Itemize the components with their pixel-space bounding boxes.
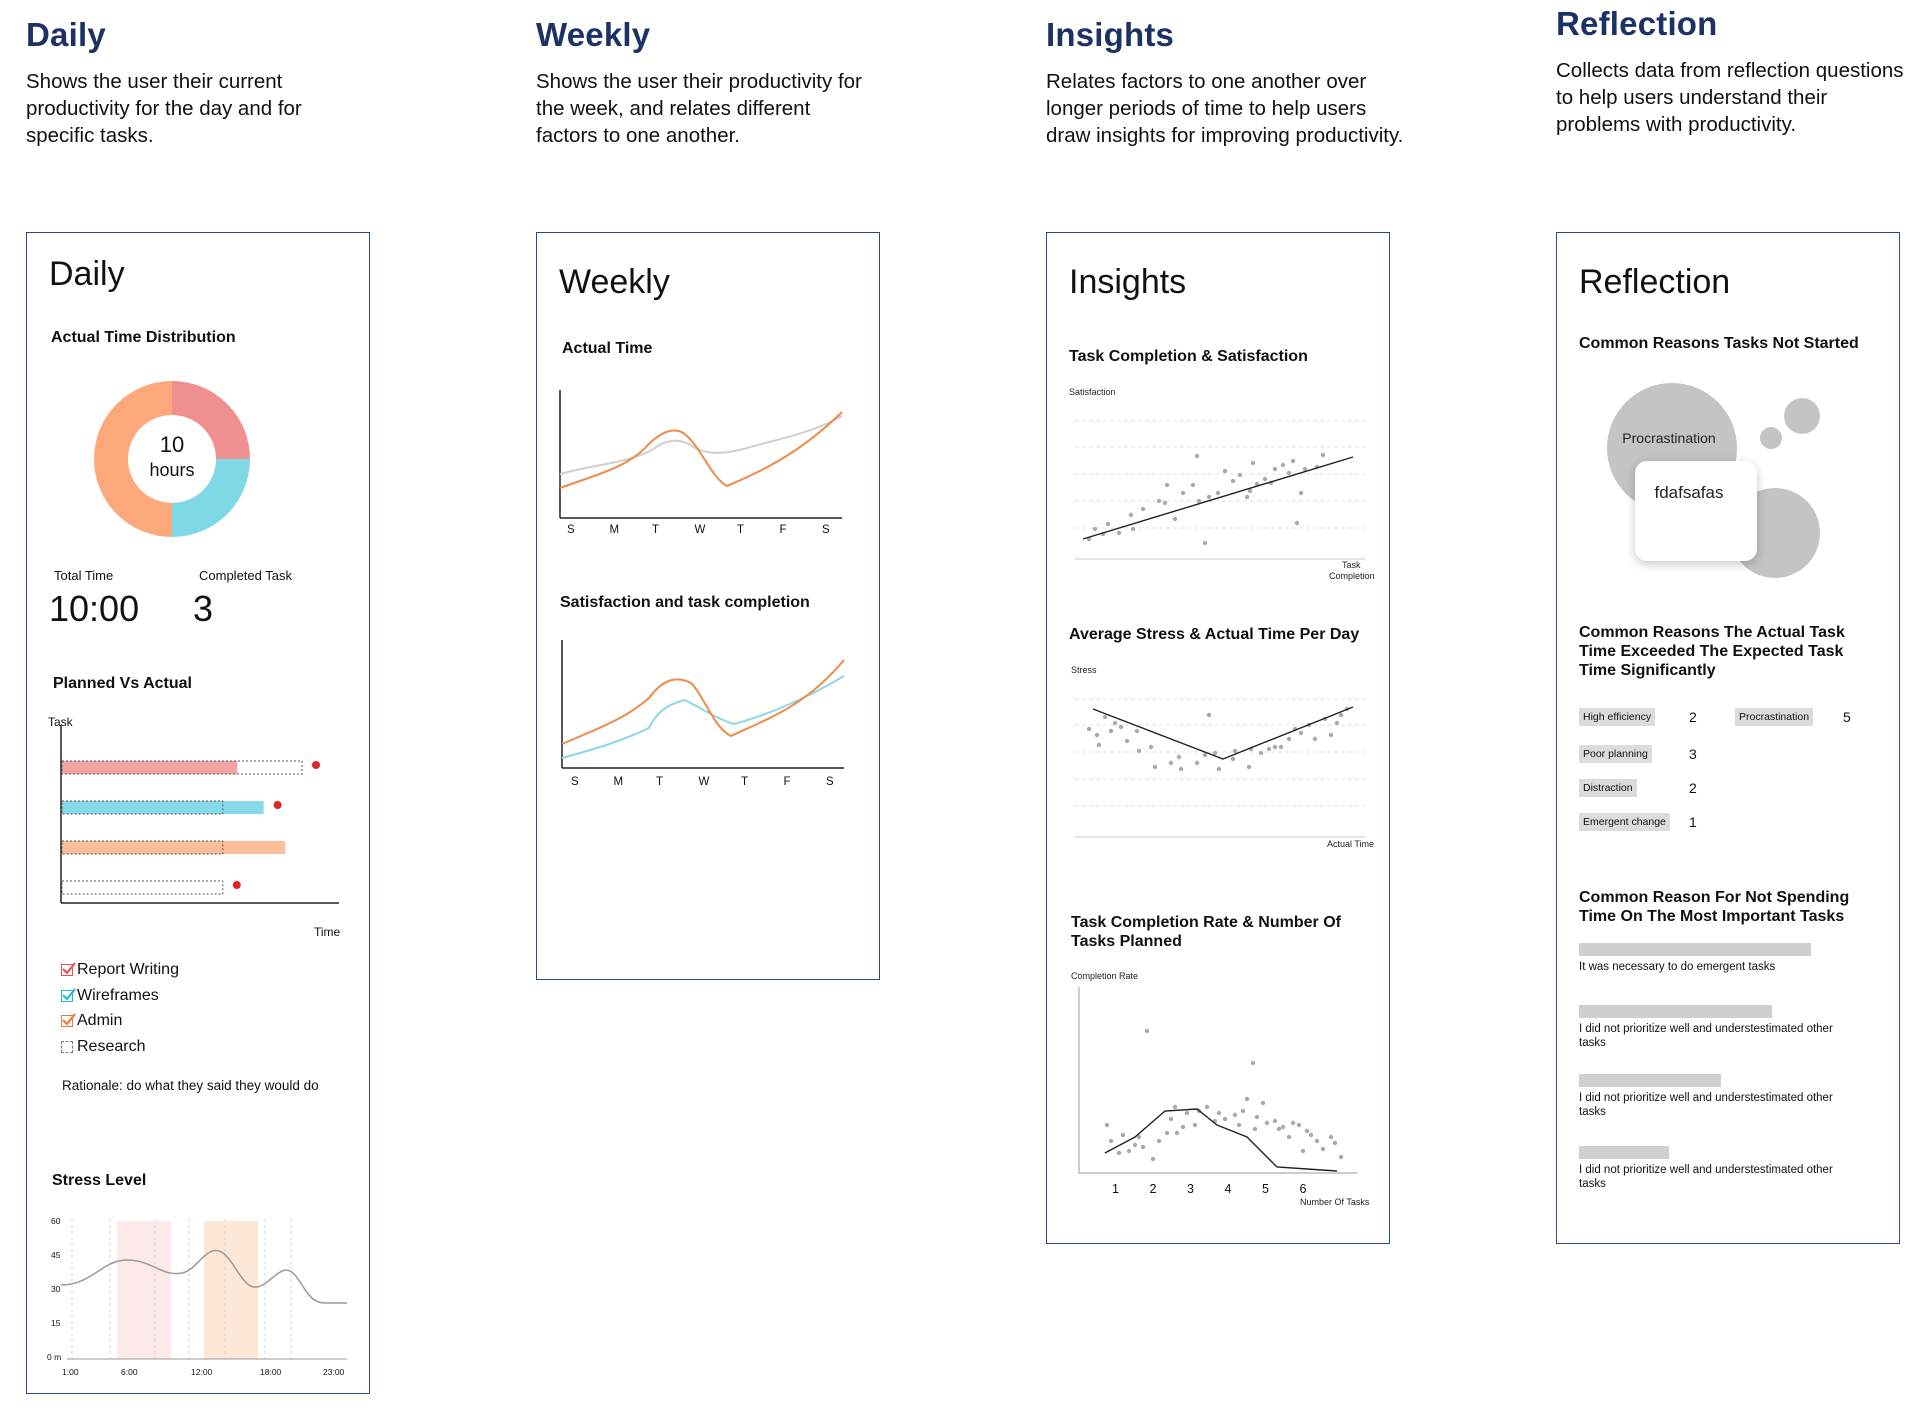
data-point [1265,1121,1269,1125]
intro-title: Insights [1046,16,1175,53]
weekday-label: S [567,524,575,536]
data-point [1231,757,1235,761]
completion-rate-scatter [1067,985,1367,1185]
bubble-tooltip [1635,461,1757,561]
data-point [1299,731,1303,735]
legend-label: Report Writing [77,961,179,978]
checkbox-checked-icon[interactable] [61,990,73,1002]
data-point [1241,1109,1245,1113]
data-point [1281,463,1285,467]
data-point [1335,721,1339,725]
data-point [1153,765,1157,769]
data-point [1299,491,1303,495]
weekday-label: T [656,776,664,788]
legend-label: Research [77,1037,146,1055]
weekday-label: F [779,524,787,536]
data-point [1273,467,1277,471]
data-point [1117,1151,1121,1155]
data-point [1151,1157,1155,1161]
data-point [1141,1145,1145,1149]
data-point [1217,767,1221,771]
data-point [1203,541,1207,545]
data-point [1169,1117,1173,1121]
data-point [1129,513,1133,517]
data-point [1117,531,1121,535]
page-title: Insights [1069,263,1187,301]
data-point [1165,1131,1169,1135]
intro-reflection [1556,5,1920,138]
donut-unit: hours [149,460,195,480]
completed-task-value: 3 [193,588,214,629]
insights-panel [1046,232,1390,1244]
reason-text: I did not prioritize well and understestimated other tasks [1579,1023,1833,1049]
data-point [1173,1105,1177,1109]
weekday-label: M [613,776,624,788]
data-point [1333,1141,1337,1145]
data-point [1287,1135,1291,1139]
data-point [1197,499,1201,503]
data-point [1103,715,1107,719]
legend-item[interactable] [61,987,159,1005]
data-point [1195,454,1199,458]
data-point [1261,1101,1265,1105]
data-point [1133,1143,1137,1147]
page-title: Daily [49,255,125,293]
intro-title: Reflection [1556,5,1718,42]
data-point [1203,753,1207,757]
trend-line [1083,457,1353,539]
checkbox-checked-icon[interactable] [61,1015,73,1027]
section-heading: Common Reasons The Actual Task Time Exceeded The Expected Task Time Significantly [1579,624,1845,679]
total-time-label: Total Time [54,568,114,583]
data-point [1106,522,1110,526]
section-heading: Satisfaction and task completion [560,594,810,611]
data-point [1287,471,1291,475]
data-point [1087,727,1091,731]
legend-item[interactable] [61,961,179,979]
axis-label-x: Completion [1329,571,1375,581]
daily-panel [26,232,370,1394]
data-point [1207,713,1211,717]
data-point [1245,1097,1249,1101]
warning-icon [274,801,282,809]
reason-bar [1579,1146,1669,1159]
data-point [1301,1149,1305,1153]
data-point [1339,1155,1343,1159]
intro-description: Shows the user their current productivity for the day and for specific tasks. [26,70,302,147]
actual-bar [62,841,285,854]
data-point [1163,501,1167,505]
section-heading: Actual Time [562,340,653,357]
weekday-label: S [822,524,830,536]
data-point [1207,495,1211,499]
data-point [1259,751,1263,755]
stress-level-chart [47,1215,347,1365]
weekday-label: S [571,776,579,788]
axis-label-y: Stress [1071,665,1097,675]
legend-item[interactable] [61,1012,122,1030]
data-point [1097,743,1101,747]
actual-bar [62,761,237,774]
data-point [1279,745,1283,749]
intro-title: Weekly [536,16,651,53]
data-point [1119,725,1123,729]
data-point [1253,1127,1257,1131]
data-point [1329,733,1333,737]
rationale-text: Rationale: do what they said they would do [62,1078,319,1093]
weekday-label: T [737,524,745,536]
planned-bar [62,881,223,894]
axis-label-y: Satisfaction [1069,387,1116,397]
x-tick: 1:00 [62,1367,79,1377]
section-heading: Planned Vs Actual [53,675,192,692]
reason-count: 2 [1689,780,1697,796]
data-point [1109,1139,1113,1143]
data-point [1287,737,1291,741]
data-point [1181,491,1185,495]
weekday-label: W [694,524,706,536]
data-point [1223,1117,1227,1121]
stress-time-scatter [1075,679,1375,859]
legend-item[interactable] [61,1038,145,1056]
data-point [1105,1123,1109,1127]
reason-tag: Emergent change [1579,813,1670,831]
total-time-value: 10:00 [49,588,140,629]
data-point [1237,1123,1241,1127]
axis-label-x: Number Of Tasks [1300,1197,1370,1207]
reason-tag: Distraction [1579,779,1637,797]
data-point [1173,517,1177,521]
data-point [1185,1111,1189,1115]
intro-description: Shows the user their productivity for the week, and relates different factors to one another. [536,70,862,147]
reason-bar [1579,943,1811,956]
data-point [1238,473,1242,477]
weekday-label: S [826,776,834,788]
reason-count: 5 [1843,709,1851,725]
data-point [1291,459,1295,463]
data-point [1255,1115,1259,1119]
data-point [1165,483,1169,487]
data-point [1095,733,1099,737]
reason-tag: Procrastination [1735,708,1813,726]
axis-label-y: Task [48,715,73,729]
data-point [1157,1139,1161,1143]
section-heading: Common Reason For Not Spending Time On The Most Important Tasks [1579,889,1850,925]
data-point [1321,453,1325,457]
donut-value: 10 [159,432,185,457]
y-tick: 0 m [47,1352,62,1362]
reason-text: I did not prioritize well and understestimated other tasks [1579,1164,1833,1190]
data-point [1127,1149,1131,1153]
data-point [1223,469,1227,473]
x-tick: 6:00 [121,1367,138,1377]
weekday-label: T [741,776,749,788]
data-point [1093,527,1097,531]
data-point [1281,1125,1285,1129]
x-tick: 18:00 [260,1367,282,1377]
actual-time-chart [557,388,857,528]
data-point [1273,745,1277,749]
x-tick: 4 [1224,1182,1232,1196]
data-point [1141,507,1145,511]
data-point [1177,755,1181,759]
intro-insights [1046,16,1426,149]
reason-tag: High efficiency [1579,708,1655,726]
page-title: Reflection [1579,263,1731,301]
data-point [1305,1129,1309,1133]
section-heading: Stress Level [52,1172,147,1189]
axis-label-y: Completion Rate [1071,971,1139,981]
data-point [1179,767,1183,771]
y-tick: 15 [51,1318,61,1328]
data-point [1113,721,1117,725]
data-point [1193,1123,1197,1127]
bubble-label: Procrastination [1622,430,1716,446]
reason-count: 1 [1689,814,1697,830]
legend-label: Admin [77,1012,123,1029]
data-point [1135,729,1139,733]
section-heading: Task Completion Rate & Number Of Tasks Planned [1071,914,1341,950]
weekday-label: W [698,776,710,788]
data-point [1195,761,1199,765]
data-point [1137,749,1141,753]
data-point [1291,1121,1295,1125]
data-point [1339,713,1343,717]
data-point [1169,761,1173,765]
axis-label-x: Actual Time [1327,839,1375,849]
checkbox-checked-icon[interactable] [61,964,73,976]
data-point [1217,1111,1221,1115]
y-tick: 30 [51,1284,61,1294]
data-point [1247,765,1251,769]
satisfaction-task-completion-chart [559,638,859,778]
weekly-panel [536,232,880,980]
data-point [1213,751,1217,755]
x-tick: 2 [1149,1182,1157,1196]
page-title: Weekly [559,263,670,301]
reason-text: It was necessary to do emergent tasks [1579,961,1776,973]
trend-line [1093,707,1353,759]
data-point [1267,747,1271,751]
data-point [1297,1123,1301,1127]
data-point [1309,1133,1313,1137]
data-point [1121,1133,1125,1137]
reason-text: I did not prioritize well and understestimated other tasks [1579,1092,1833,1118]
warning-icon [312,761,320,769]
data-point [1329,1135,1333,1139]
data-point [1149,745,1153,749]
data-point [1175,1131,1179,1135]
reason-bar [1579,1074,1721,1087]
data-point [1205,1105,1209,1109]
x-tick: 12:00 [191,1367,213,1377]
data-point [1277,1127,1281,1131]
data-point [1231,479,1235,483]
trend-line [1105,1109,1337,1171]
intro-description: Relates factors to one another over longer periods of time to help users draw insights for improving productivity. [1046,70,1404,147]
y-tick: 45 [51,1250,61,1260]
data-point [1251,461,1255,465]
data-point [1313,737,1317,741]
data-point [1125,739,1129,743]
reason-count: 2 [1689,709,1697,725]
intro-description: Collects data from reflection questions to help users understand their problems with productivity. [1556,59,1904,136]
data-point [1181,1125,1185,1129]
data-point [1295,521,1299,525]
legend-label: Wireframes [77,986,159,1004]
section-heading: Actual Time Distribution [51,329,236,346]
completed-task-label: Completed Task [199,568,292,583]
data-point [1233,749,1237,753]
section-heading: Task Completion & Satisfaction [1069,348,1308,365]
warning-icon [233,881,241,889]
checkbox-icon[interactable] [61,1041,73,1053]
data-point [1315,1139,1319,1143]
x-tick: 3 [1187,1182,1194,1196]
data-point [1273,1119,1277,1123]
data-point [1145,1029,1149,1033]
planned-vs-actual-chart [47,723,347,913]
x-tick: 1 [1112,1182,1119,1196]
data-point [1233,1113,1237,1117]
intro-daily [26,16,406,149]
x-tick: 6 [1299,1182,1307,1196]
x-tick: 23:00 [323,1367,345,1377]
tooltip-text: fdafsafas [1654,483,1724,502]
reason-tag: Poor planning [1579,745,1652,763]
data-point [1191,483,1195,487]
actual-bar [62,801,264,814]
axis-label-x: Time [314,925,341,939]
reflection-panel [1556,232,1900,1244]
y-tick: 60 [51,1216,61,1226]
time-distribution-donut[interactable] [92,379,252,539]
data-point [1131,527,1135,531]
data-point [1263,477,1267,481]
data-point [1251,1061,1255,1065]
section-heading: Common Reasons Tasks Not Started [1579,335,1859,352]
reason-count: 3 [1689,746,1697,762]
weekday-label: F [783,776,791,788]
data-point [1245,495,1249,499]
weekday-label: M [609,524,620,536]
intro-weekly [536,16,916,149]
section-heading: Average Stress & Actual Time Per Day [1069,626,1360,643]
intro-title: Daily [26,16,106,53]
data-point [1157,499,1161,503]
axis-label-x: Task [1342,560,1361,570]
x-tick: 5 [1262,1182,1269,1196]
data-point [1109,729,1113,733]
reason-bar [1579,1005,1772,1018]
completion-satisfaction-scatter [1075,401,1375,581]
weekday-label: T [652,524,660,536]
data-point [1216,491,1220,495]
data-point [1321,1147,1325,1151]
